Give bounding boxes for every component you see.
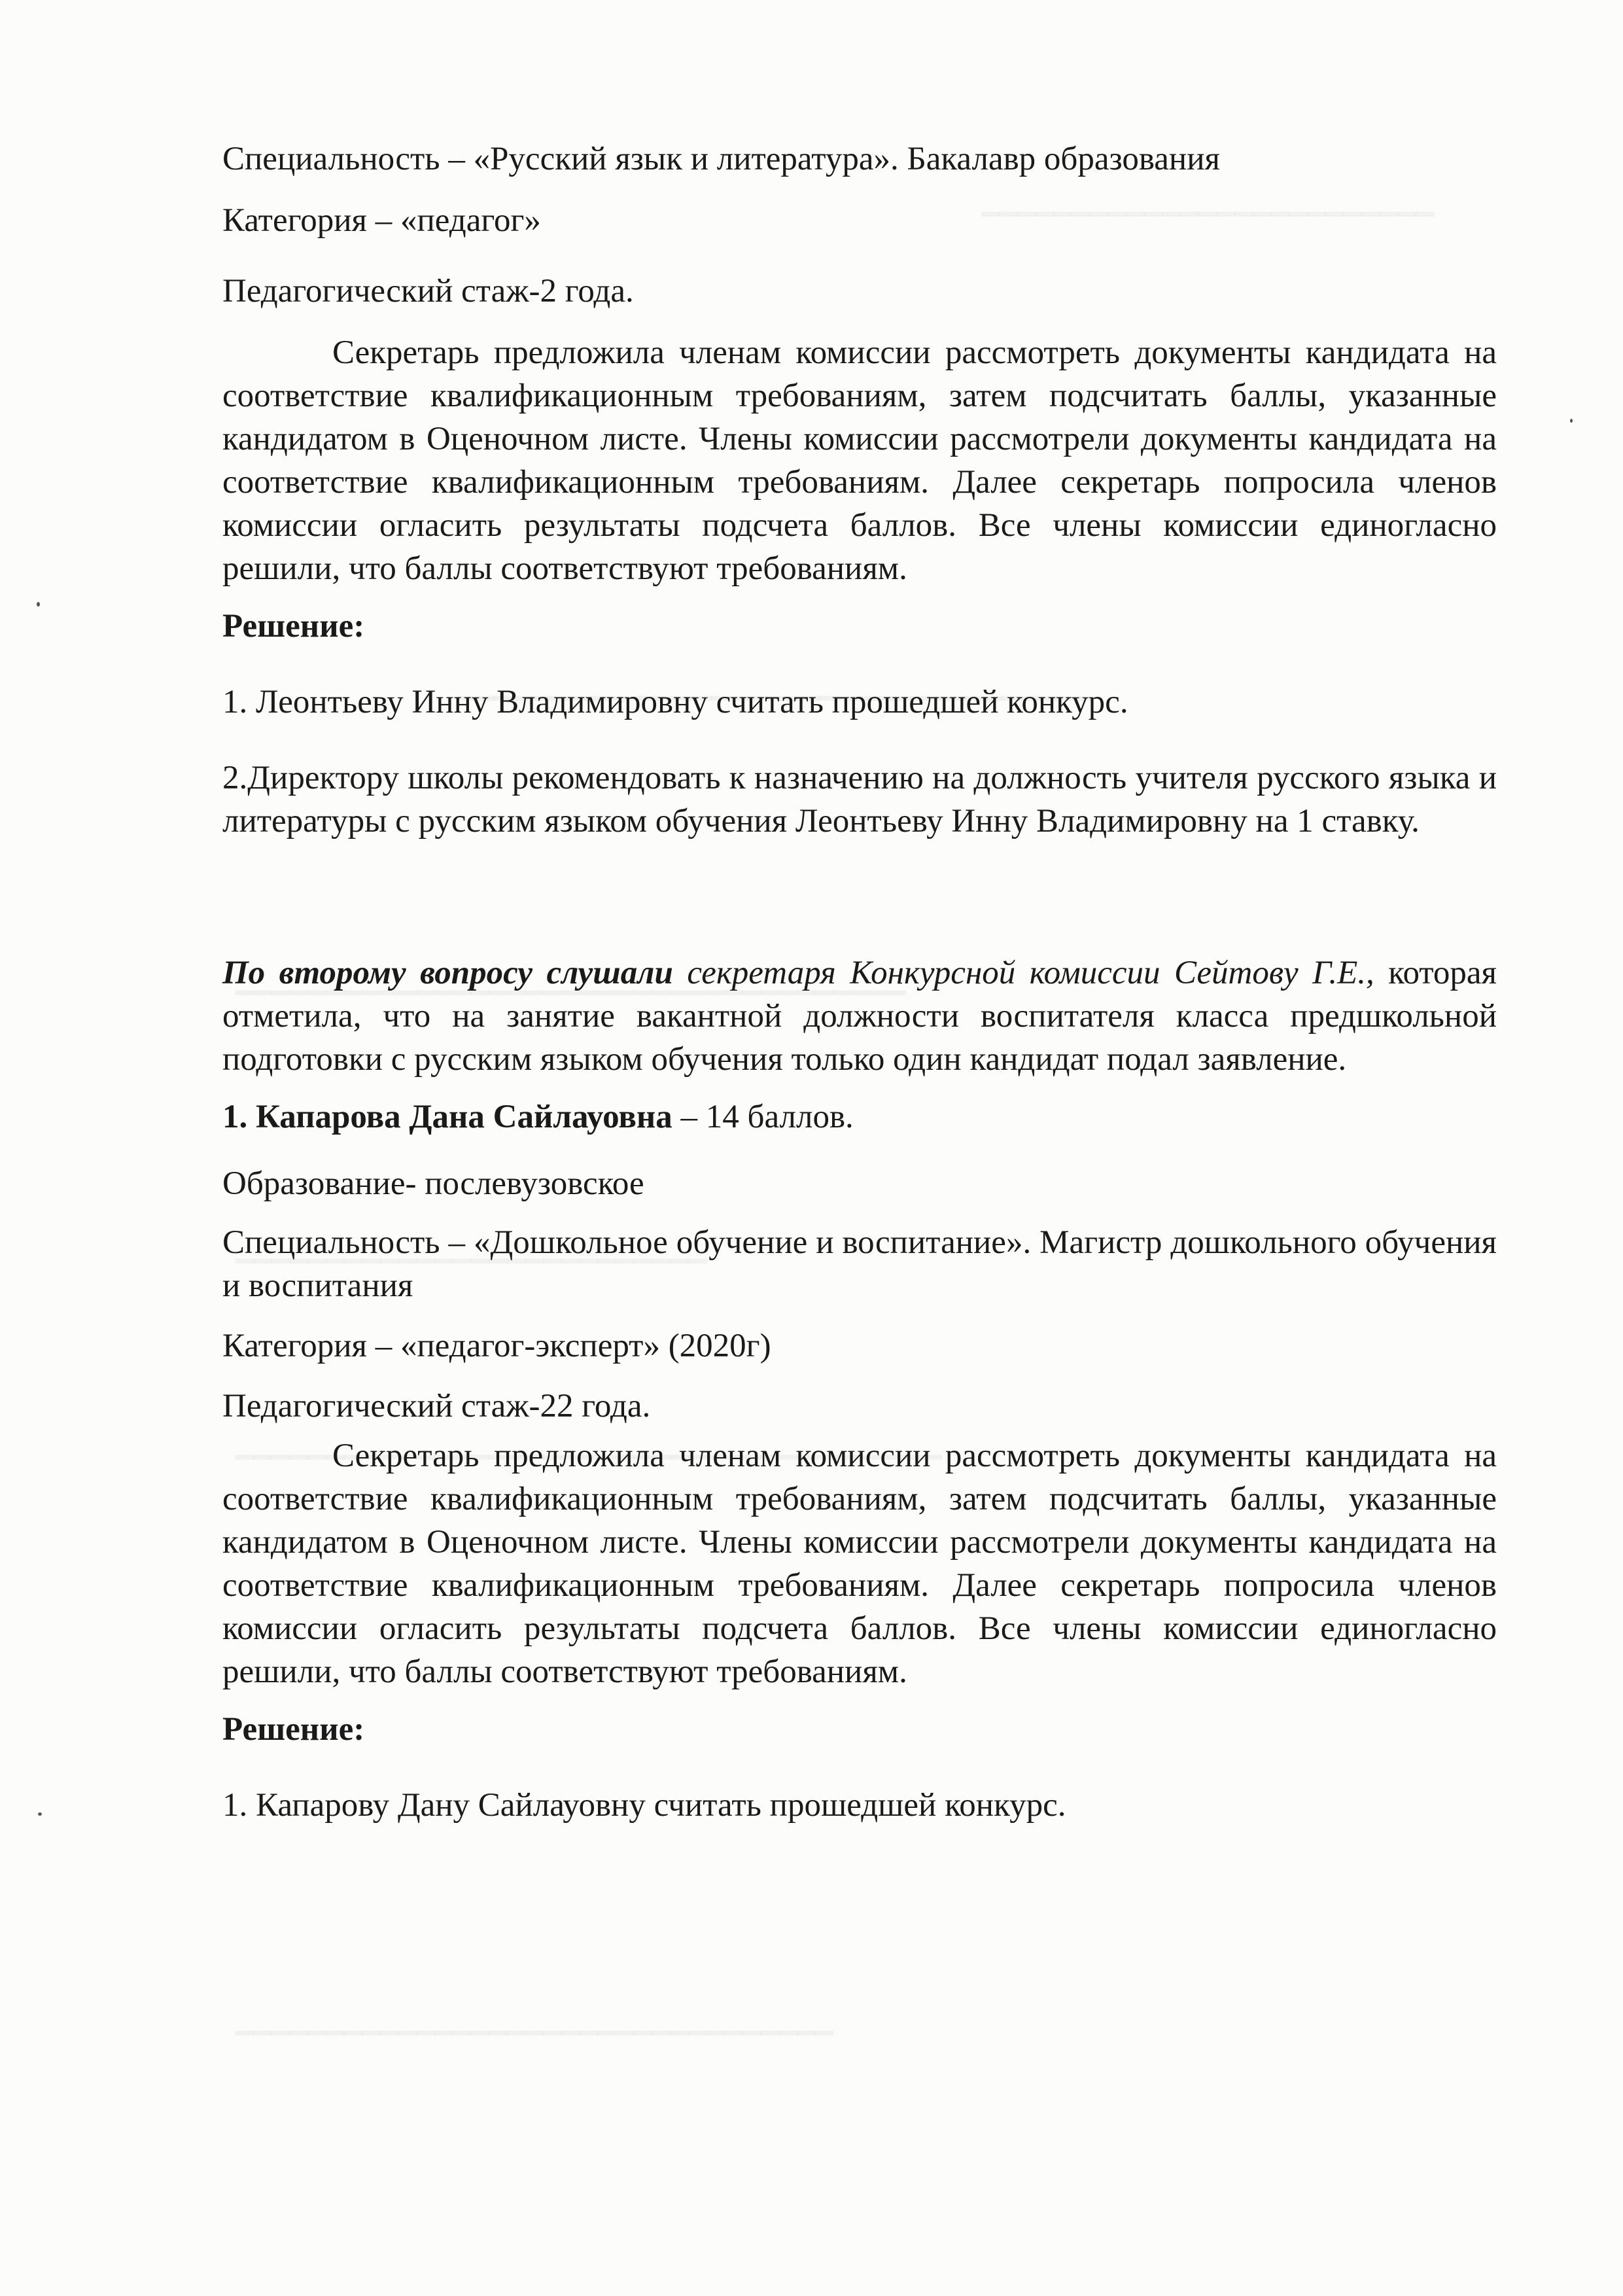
second-question-secretary: секретаря Конкурсной комиссии Сейтову Г.Е., xyxy=(672,955,1374,991)
candidate1-experience: Педагогический стаж-2 года. xyxy=(222,273,634,309)
candidate2-specialty: Специальность – «Дошкольное обучение и воспитание». Магистр дошкольного обучения и воспитания xyxy=(222,1224,1497,1304)
candidate2-secretary-paragraph: Секретарь предложила членам комиссии рассмотреть документы кандидата на соответствие квалификационным требованиям, затем подсчитать баллы, указанные кандидатом в Оценочном листе. Члены комиссии рассмотрели документы кандидата на соответствие квалификационным требованиям. Далее секретарь попросила членов комиссии огласить результаты подсчета баллов. Все члены комиссии единогласно решили, что баллы соответствуют требованиям. xyxy=(222,1438,1497,1690)
candidate1-category: Категория – «педагог» xyxy=(222,202,541,239)
candidate1-decision-2: 2.Директору школы рекомендовать к назначению на должность учителя русского языка и литературы с русским языком обучения Леонтьеву Инну Владимировну на 1 ставку. xyxy=(222,760,1497,839)
candidate1-decision-1: 1. Леонтьеву Инну Владимировну считать прошедшей конкурс. xyxy=(222,684,1128,720)
candidate2-category: Категория – «педагог-эксперт» (2020г) xyxy=(222,1328,771,1364)
scan-speck xyxy=(38,1812,42,1816)
candidate2-decision-heading: Решение: xyxy=(222,1711,365,1748)
candidate2-education: Образование- послевузовское xyxy=(222,1165,644,1202)
second-question-paragraph xyxy=(222,951,1497,1081)
scan-speck xyxy=(1570,419,1573,423)
candidate2-score: – 14 баллов. xyxy=(672,1099,854,1135)
candidate1-specialty: Специальность – «Русский язык и литература». Бакалавр образования xyxy=(222,141,1220,177)
candidate1-decision-heading: Решение: xyxy=(222,608,365,645)
candidate2-experience: Педагогический стаж-22 года. xyxy=(222,1388,651,1424)
second-question-text: которая отметила, что на занятие вакантной должности воспитателя класса предшкольной подготовки с русским языком обучения только один кандидат подал заявление. xyxy=(222,955,1497,1078)
candidate1-secretary-paragraph: Секретарь предложила членам комиссии рассмотреть документы кандидата на соответствие квалификационным требованиям, затем подсчитать баллы, указанные кандидатом в Оценочном листе. Члены комиссии рассмотрели документы кандидата на соответствие квалификационным требованиям. Далее секретарь попросила членов комиссии огласить результаты подсчета баллов. Все члены комиссии единогласно решили, что баллы соответствуют требованиям. xyxy=(222,334,1497,587)
candidate2-heading xyxy=(222,1095,1497,1139)
document-body xyxy=(222,137,1497,1827)
second-question-lead: По второму вопросу слушали xyxy=(222,955,673,991)
candidate2-decision-1: 1. Капарову Дану Сайлауовну считать прошедшей конкурс. xyxy=(222,1787,1066,1824)
bleed-through xyxy=(236,2015,833,2051)
candidate2-name: 1. Капарова Дана Сайлауовна xyxy=(222,1099,672,1135)
scan-speck xyxy=(37,602,40,607)
